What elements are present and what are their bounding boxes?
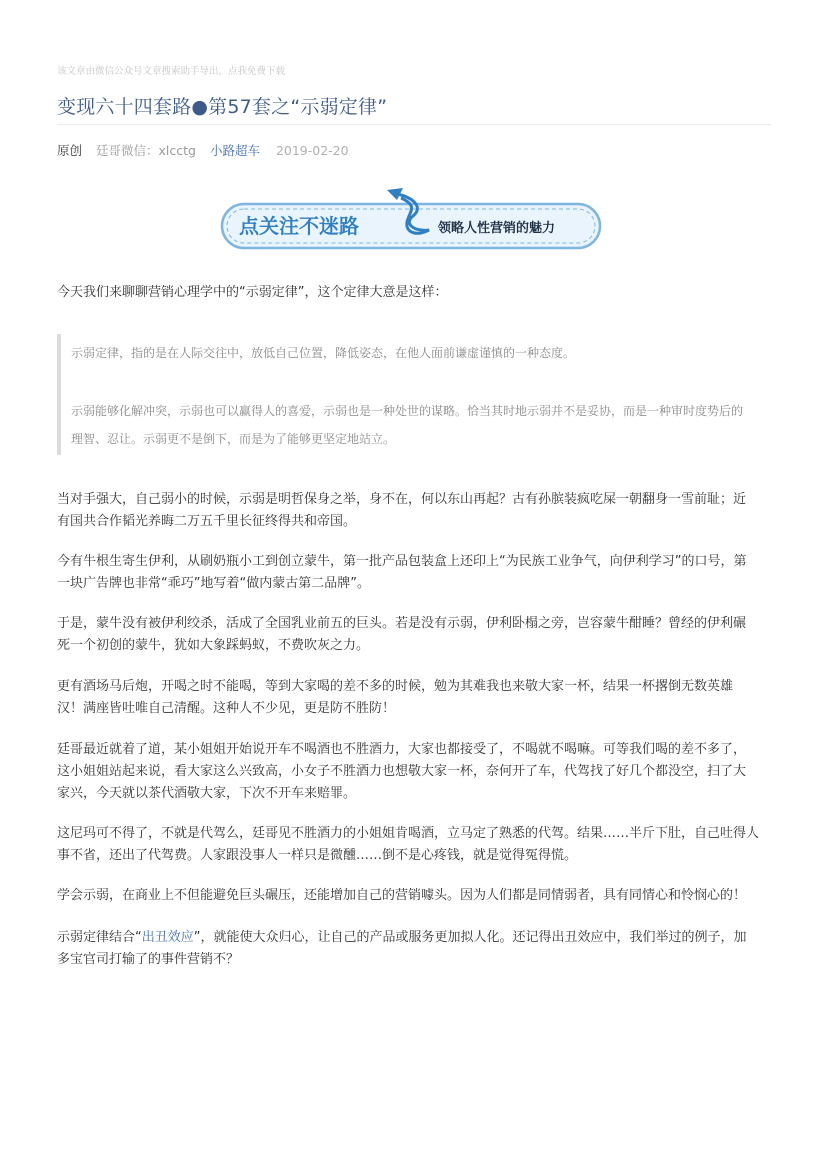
article-meta <box>57 141 359 159</box>
ugly-effect-link[interactable]: 出丑效应 <box>141 930 194 945</box>
paragraph-line: 家兴，今天就以茶代酒敬大家，下次不开车来赔罪。 <box>57 786 357 801</box>
banner-right-text: 领略人性营销的魅力 <box>438 221 556 236</box>
quote-line: 示弱定律，指的是在人际交往中，放低自己位置，降低姿态，在他人面前谦虚谨慎的一种态度。 <box>71 346 576 360</box>
paragraph-line: 更有酒场马后炮，开喝之时不能喝，等到大家喝的差不多的时候，勉为其难我也来敬大家一杯，结果一杯撂倒无数英雄 <box>57 679 734 694</box>
paragraph-line: 于是，蒙牛没有被伊利绞杀，活成了全国乳业前五的巨头。若是没有示弱，伊利卧榻之旁，岂容蒙牛酣睡？曾经的伊利碾 <box>57 616 747 631</box>
paragraph-line: 汉！满座皆吐唯自己清醒。这种人不少见，更是防不胜防！ <box>57 701 396 716</box>
intro-paragraph: 今天我们来聊聊营销心理学中的“示弱定律”，这个定律大意是这样： <box>57 285 448 300</box>
body-paragraph <box>57 823 771 867</box>
body-paragraph <box>57 739 771 805</box>
paragraph-line: 死一个初创的蒙牛，犹如大象踩蚂蚁，不费吹灰之力。 <box>57 638 370 653</box>
paragraph-line: 今有牛根生寄生伊利，从刷奶瓶小工到创立蒙牛，第一批产品包装盒上还印上“为民族工业争气，向伊利学习”的口号，第 <box>57 554 747 569</box>
title-divider <box>57 124 771 125</box>
paragraph-line <box>57 927 771 949</box>
quote-line: 理智、忍让。示弱更不是倒下，而是为了能够更坚定地站立。 <box>71 432 396 446</box>
author-name: 廷哥微信：xlcctg <box>96 143 196 158</box>
paragraph-text: ”，就能使大众归心，让自己的产品或服务更加拟人化。还记得出丑效应中，我们举过的例子，加 <box>193 930 747 945</box>
original-label: 原创 <box>57 143 83 158</box>
paragraph-line: 多宝官司打输了的事件营销不？ <box>57 952 240 967</box>
article-title: 变现六十四套路●第57套之“示弱定律” <box>57 96 388 118</box>
paragraph-line: 有国共合作韬光养晦二万五千里长征终得共和帝国。 <box>57 514 357 529</box>
paragraph-line: 学会示弱，在商业上不但能避免巨头碾压，还能增加自己的营销噱头。因为人们都是同情弱者，具有同情心和怜悯心的！ <box>57 888 747 903</box>
body-paragraph <box>57 927 771 971</box>
paragraph-line: 廷哥最近就着了道，某小姐姐开始说开车不喝酒也不胜酒力，大家也都接受了，不喝就不喝嘛。可等我们喝的差不多了， <box>57 742 747 757</box>
paragraph-line: 当对手强大，自己弱小的时候，示弱是明哲保身之举，身不在，何以东山再起？古有孙膑装疯吃屎一朝翻身一雪前耻；近 <box>57 492 747 507</box>
paragraph-line: 事不省，还出了代驾费。人家跟没事人一样只是微醺……倒不是心疼钱，就是觉得冤得慌。 <box>57 848 578 863</box>
body-paragraph <box>57 676 771 720</box>
paragraph-line: 这小姐姐站起来说，看大家这么兴致高，小女子不胜酒力也想敬大家一杯，奈何开了车，代驾找了好几个都没空，扫了大 <box>57 764 747 779</box>
quote-line: 示弱能够化解冲突，示弱也可以赢得人的喜爱，示弱也是一种处世的谋略。恰当其时地示弱并不是妥协，而是一种审时度势后的 <box>71 404 744 418</box>
paragraph-line: 这尼玛可不得了，不就是代驾么，廷哥见不胜酒力的小姐姐肯喝酒，立马定了熟悉的代驾。结果……半斤下肚，自己吐得人 <box>57 826 760 841</box>
body-paragraph <box>57 551 771 595</box>
body-paragraph <box>57 613 771 657</box>
paragraph-text: 示弱定律结合“ <box>57 930 142 945</box>
banner-left-text: 点关注不迷路 <box>239 214 359 238</box>
publish-date: 2019-02-20 <box>275 143 349 158</box>
paragraph-line: 一块广告牌也非常“乖巧”地写着“做内蒙古第二品牌”。 <box>57 576 370 591</box>
body-paragraph <box>57 885 771 907</box>
export-notice-link[interactable]: 该文章由微信公众号文章搜索助手导出，点我免费下载 <box>57 66 286 77</box>
body-paragraph <box>57 489 771 533</box>
follow-banner <box>219 186 603 252</box>
account-link[interactable]: 小路超车 <box>209 143 260 158</box>
definition-blockquote <box>57 334 775 455</box>
